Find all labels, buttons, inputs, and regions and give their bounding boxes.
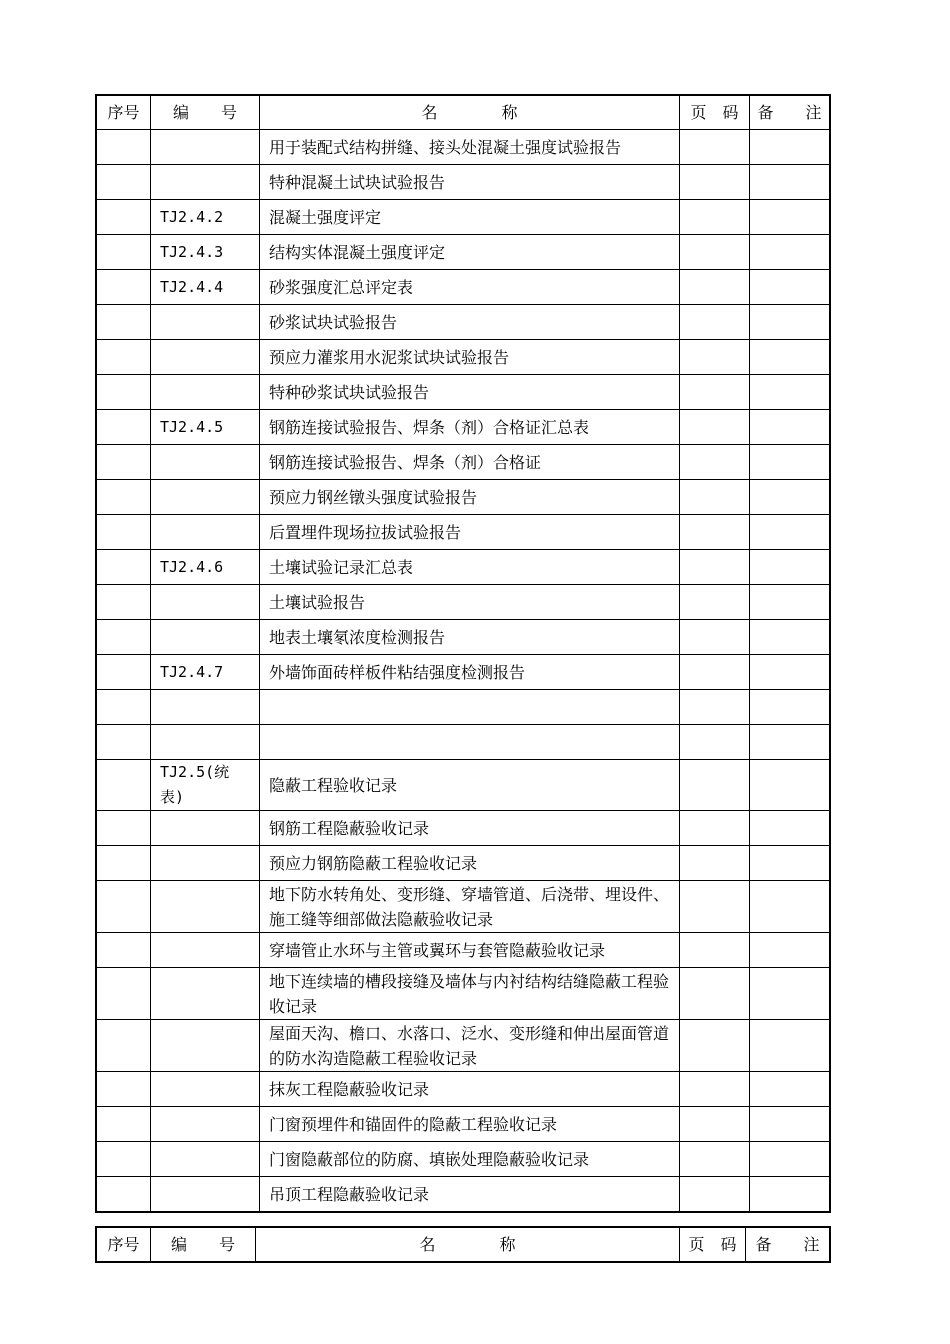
cell-note [750,760,830,811]
header-seq: 序号 [97,96,151,130]
cell-seq [97,968,151,1020]
cell-seq [97,846,151,881]
cell-seq [97,165,151,200]
cell-note [750,445,830,480]
cell-seq [97,200,151,235]
header-page: 页 码 [680,1228,746,1262]
table-row [97,690,830,725]
cell-note [750,690,830,725]
cell-page [680,968,750,1020]
cell-note [750,655,830,690]
cell-page [680,165,750,200]
cell-page [680,585,750,620]
cell-note [750,881,830,933]
cell-page [680,933,750,968]
cell-seq [97,375,151,410]
cell-name: 特种混凝土试块试验报告 [260,165,680,200]
cell-note [750,410,830,445]
table-row [97,811,830,846]
cell-code [151,1177,260,1212]
cell-name: 地下连续墙的槽段接缝及墙体与内衬结构结缝隐蔽工程验收记录 [260,968,680,1020]
table-row [97,165,830,200]
cell-code [151,1072,260,1107]
cell-name [260,725,680,760]
cell-seq [97,811,151,846]
cell-code [151,515,260,550]
cell-code: TJ2.5(统表) [151,760,260,811]
continuation-table-header [96,1227,830,1262]
cell-code [151,725,260,760]
cell-name: 土壤试验记录汇总表 [260,550,680,585]
cell-seq [97,933,151,968]
cell-name: 砂浆强度汇总评定表 [260,270,680,305]
table-row [97,1177,830,1212]
cell-seq [97,1020,151,1072]
cell-note [750,933,830,968]
cell-name: 钢筋工程隐蔽验收记录 [260,811,680,846]
cell-code [151,585,260,620]
table-row [97,235,830,270]
cell-note [750,515,830,550]
cell-name: 地下防水转角处、变形缝、穿墙管道、后浇带、埋设件、施工缝等细部做法隐蔽验收记录 [260,881,680,933]
cell-note [750,550,830,585]
cell-note [750,1107,830,1142]
cell-code: TJ2.4.5 [151,410,260,445]
cell-code [151,165,260,200]
cell-name: 结构实体混凝土强度评定 [260,235,680,270]
table-row [97,410,830,445]
cell-name: 预应力钢筋隐蔽工程验收记录 [260,846,680,881]
cell-name: 隐蔽工程验收记录 [260,760,680,811]
header-page: 页 码 [680,96,750,130]
cell-name: 后置埋件现场拉拔试验报告 [260,515,680,550]
table-row [97,305,830,340]
table-row [97,655,830,690]
cell-page [680,620,750,655]
table-row [97,515,830,550]
cell-page [680,515,750,550]
table-row [97,270,830,305]
cell-name: 用于装配式结构拼缝、接头处混凝土强度试验报告 [260,130,680,165]
header-note: 备 注 [750,96,830,130]
cell-seq [97,410,151,445]
cell-name: 外墙饰面砖样板件粘结强度检测报告 [260,655,680,690]
table-row [97,933,830,968]
table-row [97,1142,830,1177]
header-name: 名 称 [256,1228,680,1262]
cell-name: 吊顶工程隐蔽验收记录 [260,1177,680,1212]
table-row [97,760,830,811]
cell-page [680,270,750,305]
cell-code: TJ2.4.2 [151,200,260,235]
cell-code [151,933,260,968]
cell-seq [97,1177,151,1212]
table-row [97,1020,830,1072]
cell-page [680,725,750,760]
table-row [97,340,830,375]
cell-note [750,305,830,340]
cell-note [750,200,830,235]
cell-code [151,375,260,410]
cell-name: 混凝土强度评定 [260,200,680,235]
cell-code [151,480,260,515]
cell-page [680,375,750,410]
table-body [97,96,830,1212]
cell-name: 屋面天沟、檐口、水落口、泛水、变形缝和伸出屋面管道的防水沟造隐蔽工程验收记录 [260,1020,680,1072]
table-row [97,620,830,655]
header-code: 编 号 [151,96,260,130]
cell-page [680,1142,750,1177]
cell-seq [97,235,151,270]
cell-code: TJ2.4.4 [151,270,260,305]
cell-page [680,1072,750,1107]
cell-code [151,445,260,480]
table-header-row [97,96,830,130]
cell-name: 砂浆试块试验报告 [260,305,680,340]
cell-seq [97,725,151,760]
cell-code [151,968,260,1020]
table-header-row [97,1228,830,1262]
cell-page [680,445,750,480]
cell-note [750,1020,830,1072]
header-note: 备 注 [746,1228,830,1262]
cell-page [680,200,750,235]
cell-note [750,165,830,200]
cell-code [151,340,260,375]
cell-page [680,410,750,445]
cell-code: TJ2.4.3 [151,235,260,270]
cell-note [750,1177,830,1212]
cell-page [680,340,750,375]
table-row [97,1107,830,1142]
cell-note [750,811,830,846]
cell-note [750,480,830,515]
cell-note [750,620,830,655]
cell-note [750,375,830,410]
cell-seq [97,515,151,550]
table-row [97,846,830,881]
cell-seq [97,1072,151,1107]
cell-seq [97,550,151,585]
cell-code [151,130,260,165]
cell-seq [97,620,151,655]
table-row [97,725,830,760]
cell-note [750,1072,830,1107]
cell-name: 门窗预埋件和锚固件的隐蔽工程验收记录 [260,1107,680,1142]
cell-seq [97,760,151,811]
cell-note [750,270,830,305]
table-row [97,1072,830,1107]
cell-code [151,1142,260,1177]
cell-name: 门窗隐蔽部位的防腐、填嵌处理隐蔽验收记录 [260,1142,680,1177]
cell-page [680,1177,750,1212]
table-row [97,585,830,620]
cell-page [680,480,750,515]
cell-seq [97,1142,151,1177]
header-name: 名 称 [260,96,680,130]
cell-page [680,1107,750,1142]
cell-name: 钢筋连接试验报告、焊条（剂）合格证汇总表 [260,410,680,445]
cell-seq [97,1107,151,1142]
cell-seq [97,130,151,165]
cell-name: 特种砂浆试块试验报告 [260,375,680,410]
cell-seq [97,585,151,620]
cell-note [750,585,830,620]
cell-page [680,130,750,165]
cell-name: 穿墙管止水环与主管或翼环与套管隐蔽验收记录 [260,933,680,968]
table-row [97,480,830,515]
cell-code [151,305,260,340]
cell-seq [97,655,151,690]
cell-page [680,1020,750,1072]
cell-code: TJ2.4.6 [151,550,260,585]
cell-page [680,881,750,933]
table-row [97,881,830,933]
header-code: 编 号 [151,1228,256,1262]
cell-page [680,305,750,340]
cell-note [750,340,830,375]
cell-page [680,690,750,725]
cell-note [750,235,830,270]
table-row [97,130,830,165]
cell-page [680,846,750,881]
cell-code [151,1020,260,1072]
cell-name: 预应力钢丝镦头强度试验报告 [260,480,680,515]
cell-code [151,620,260,655]
cell-page [680,760,750,811]
table-row [97,550,830,585]
cell-page [680,811,750,846]
cell-seq [97,270,151,305]
table-row [97,200,830,235]
table-row [97,375,830,410]
cell-code [151,1107,260,1142]
cell-page [680,550,750,585]
cell-note [750,130,830,165]
cell-page [680,235,750,270]
cell-seq [97,305,151,340]
cell-code [151,811,260,846]
cell-seq [97,480,151,515]
document-table [96,95,830,1212]
cell-code: TJ2.4.7 [151,655,260,690]
cell-name: 预应力灌浆用水泥浆试块试验报告 [260,340,680,375]
cell-code [151,690,260,725]
cell-name: 土壤试验报告 [260,585,680,620]
cell-seq [97,340,151,375]
cell-seq [97,445,151,480]
cell-page [680,655,750,690]
cell-name: 抹灰工程隐蔽验收记录 [260,1072,680,1107]
cell-note [750,725,830,760]
cell-code [151,881,260,933]
cell-seq [97,881,151,933]
cell-seq [97,690,151,725]
cell-name: 地表土壤氡浓度检测报告 [260,620,680,655]
cell-note [750,1142,830,1177]
cell-note [750,968,830,1020]
cell-code [151,846,260,881]
cell-name: 钢筋连接试验报告、焊条（剂）合格证 [260,445,680,480]
table-row [97,968,830,1020]
table-row [97,445,830,480]
header-seq: 序号 [97,1228,151,1262]
cell-name [260,690,680,725]
cell-note [750,846,830,881]
